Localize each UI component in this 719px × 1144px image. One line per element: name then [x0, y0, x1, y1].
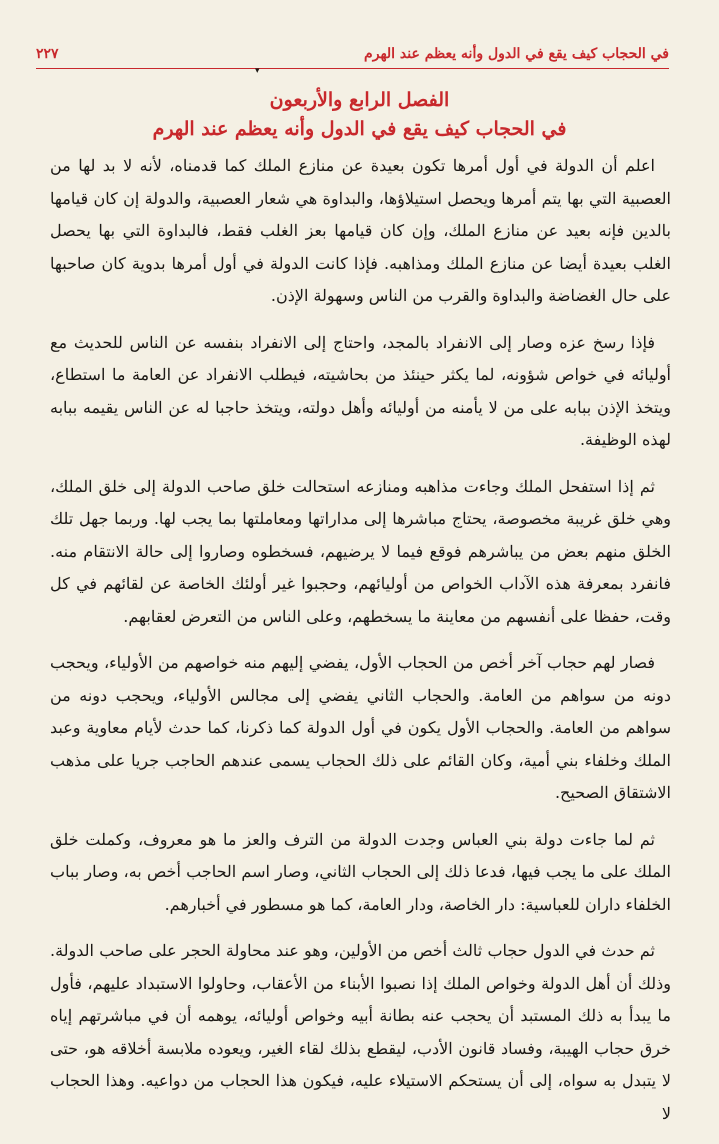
running-title: في الحجاب كيف يقع في الدول وأنه يعظم عند الهرم: [364, 46, 669, 62]
header-ornament-mark: ▾: [255, 66, 260, 76]
paragraph: ثم حدث في الدول حجاب ثالث أخص من الأولين، وهو عند محاولة الحجر على صاحب الدولة. وذلك أن أهل الدولة وخواص الملك إذا نصبوا الأبناء من الأعقاب، وحاولوا الاستبداد عليهم، فأول ما يبدأ به ذلك المستبد أن يحجب عنه بطانة أبيه وخواص أوليائه، يوهمه أن في مباشرتهم إياه خرق حجاب الهيبة، وفساد قانون الأدب، ليقطع بذلك لقاء الغير، ويعوده ملابسة أخلاقه هو، حتى لا يتبدل به سواه، إلى أن يستحكم الاستيلاء عليه، فيكون هذا الحجاب من دواعيه. وهذا الحجاب لا: [50, 941, 671, 1123]
body-text: [50, 150, 671, 1144]
paragraph: فإذا رسخ عزه وصار إلى الانفراد بالمجد، واحتاج إلى الانفراد بنفسه عن الناس للحديث مع أوليائه في خواص شؤونه، لما يكثر حينئذ من بحاشيته، فيطلب الانفراد عن العامة ما استطاع، ويتخذ الإذن ببابه على من لا يأمنه من أوليائه وأهل دولته، ويتخذ حاجبا له عن الناس يقيمه ببابه لهذه الوظيفة.: [50, 332, 671, 449]
paragraph: فصار لهم حجاب آخر أخص من الحجاب الأول، يفضي إليهم منه خواصهم من الأولياء، ويحجب دونه من سواهم من العامة. والحجاب الثاني يفضي إلى مجالس الأولياء، ويحجب دونه من سواهم من العامة. والحجاب الأول يكون في أول الدولة كما ذكرنا، كما حدث لأيام معاوية وعبد الملك وخلفاء بني أمية، وكان القائم على ذلك الحجاب يسمى عندهم الحاجب جريا على مذهب الاشتقاق الصحيح.: [50, 653, 671, 802]
paragraph: اعلم أن الدولة في أول أمرها تكون بعيدة عن منازع الملك كما قدمناه، لأنه لا بد لها من العصبية التي بها يتم أمرها ويحصل استيلاؤها، والبداوة هي شعار العصبية، والدولة إن كان قيامها بالدين فإنه بعيد عن منازع الملك، وإن كان قيامها بعز الغلب فقط، فالبداوة التي بها يحصل الغلب بعيدة أيضا عن منازع الملك ومذاهبه. فإذا كانت الدولة في أول أمرها بدوية كان صاحبها على حال الغضاضة والبداوة والقرب من الناس وسهولة الإذن.: [50, 156, 672, 305]
chapter-subtitle: في الحجاب كيف يقع في الدول وأنه يعظم عند الهرم: [152, 118, 567, 140]
paragraph: ثم إذا استفحل الملك وجاءت مذاهبه ومنازعه استحالت خلق صاحب الدولة إلى خلق الملك، وهي خلق غريبة مخصوصة، يحتاج مباشرها إلى مداراتها ومعاملتها بما يجب لها. وربما جهل تلك الخلق منهم بعض من يباشرهم فوقع فيما لا يرضيهم، فسخطوه وصاروا إلى حالة الانتقام منه. فانفرد بمعرفة هذه الآداب الخواص من أوليائهم، وحجبوا غير أولئك الخاصة عن لقائهم في كل وقت، حفظا على أنفسهم من معاينة ما يسخطهم، وعلى الناس من التعرض لعقابهم.: [50, 476, 671, 626]
paragraph: ثم لما جاءت دولة بني العباس وجدت الدولة من الترف والعز ما هو معروف، وكملت خلق الملك على ما يجب فيها، فدعا ذلك إلى الحجاب الثاني، وصار اسم الحاجب أخص به، وصار بباب الخلفاء داران للعباسية: دار الخاصة، ودار العامة، كما هو مسطور في أخبارهم.: [50, 829, 671, 914]
chapter-title: الفصل الرابع والأربعون: [269, 89, 450, 111]
running-header: [36, 40, 669, 69]
page-number: ٢٢٧: [36, 46, 59, 62]
